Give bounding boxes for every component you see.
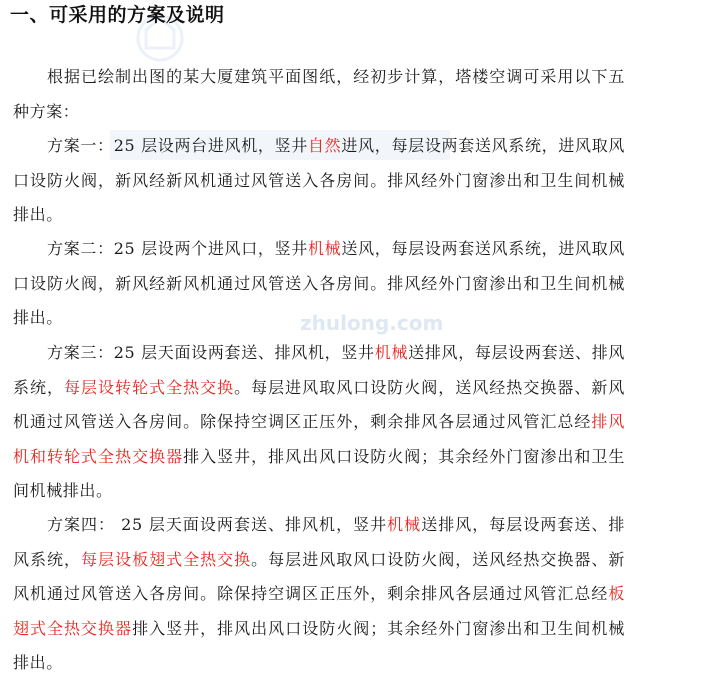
highlighted-text: 排风机和转轮式全热交换器 [13, 412, 626, 466]
highlighted-text: 每层设转轮式全热交换 [64, 377, 235, 397]
scheme-text: 排入竖井，排风出风口设防火阀；其余经外门窗渗出和卫生间机械排出。 [13, 618, 626, 672]
section-heading: 一、可采用的方案及说明 [10, 4, 225, 26]
scheme-paragraph-3 [13, 336, 625, 509]
intro-paragraph [13, 60, 625, 129]
scheme-text: 排入竖井，排风出风口设防火阀；其余经外门窗渗出和卫生间机械排出。 [13, 446, 625, 500]
scheme-text: 。每层进风取风口设防火阀，送风经热交换器、新风机通过风管送入各房间。除保持空调区正压外，剩余排风各层通过风管汇总经 [13, 377, 625, 431]
scheme-text: 方案一：25 层设两台进风机，竖井 [47, 136, 308, 155]
scheme-text: 方案三：25 层天面设两套送、排风机，竖井 [47, 343, 375, 362]
scheme-text: 方案四： 25 层天面设两套送、排风机，竖井 [47, 515, 388, 534]
highlighted-text: 机械 [387, 515, 422, 534]
scheme-paragraph-4 [13, 508, 625, 681]
highlighted-text: 机械 [374, 343, 409, 362]
highlighted-text: 机械 [307, 239, 342, 258]
highlighted-text: 板翅式全热交换器 [13, 584, 625, 638]
scheme-text: 方案二：25 层设两个进风口，竖井 [47, 239, 308, 258]
scheme-paragraph-1 [13, 129, 625, 233]
scheme-text: 。每层进风取风口设防火阀，送风经热交换器、新风机通过风管送入各房间。除保持空调区正压外，剩余排风各层通过风管汇总经 [13, 549, 625, 603]
scheme-text: 送排风，每层设两套送、排风系统， [13, 343, 626, 397]
watermark-text: zhulong.com [300, 311, 444, 335]
scheme-text: 进风，每层设两套送风系统，进风取风口设防火阀，新风经新风机通过风管送入各房间。排风经外门窗渗出和卫生间机械排出。 [13, 136, 625, 224]
scheme-paragraph-2 [13, 232, 625, 336]
highlighted-text: 自然 [307, 136, 342, 155]
highlighted-text: 每层设板翅式全热交换 [81, 549, 252, 569]
scheme-text: 送排风，每层设两套送、排风系统， [13, 515, 626, 569]
scheme-text: 送风，每层设两套送风系统，进风取风口设防火阀，新风经新风机通过风管送入各房间。排风经外门窗渗出和卫生间机械排出。 [13, 239, 625, 327]
intro-text: 根据已绘制出图的某大厦建筑平面图纸，经初步计算，塔楼空调可采用以下五种方案： [13, 67, 625, 121]
